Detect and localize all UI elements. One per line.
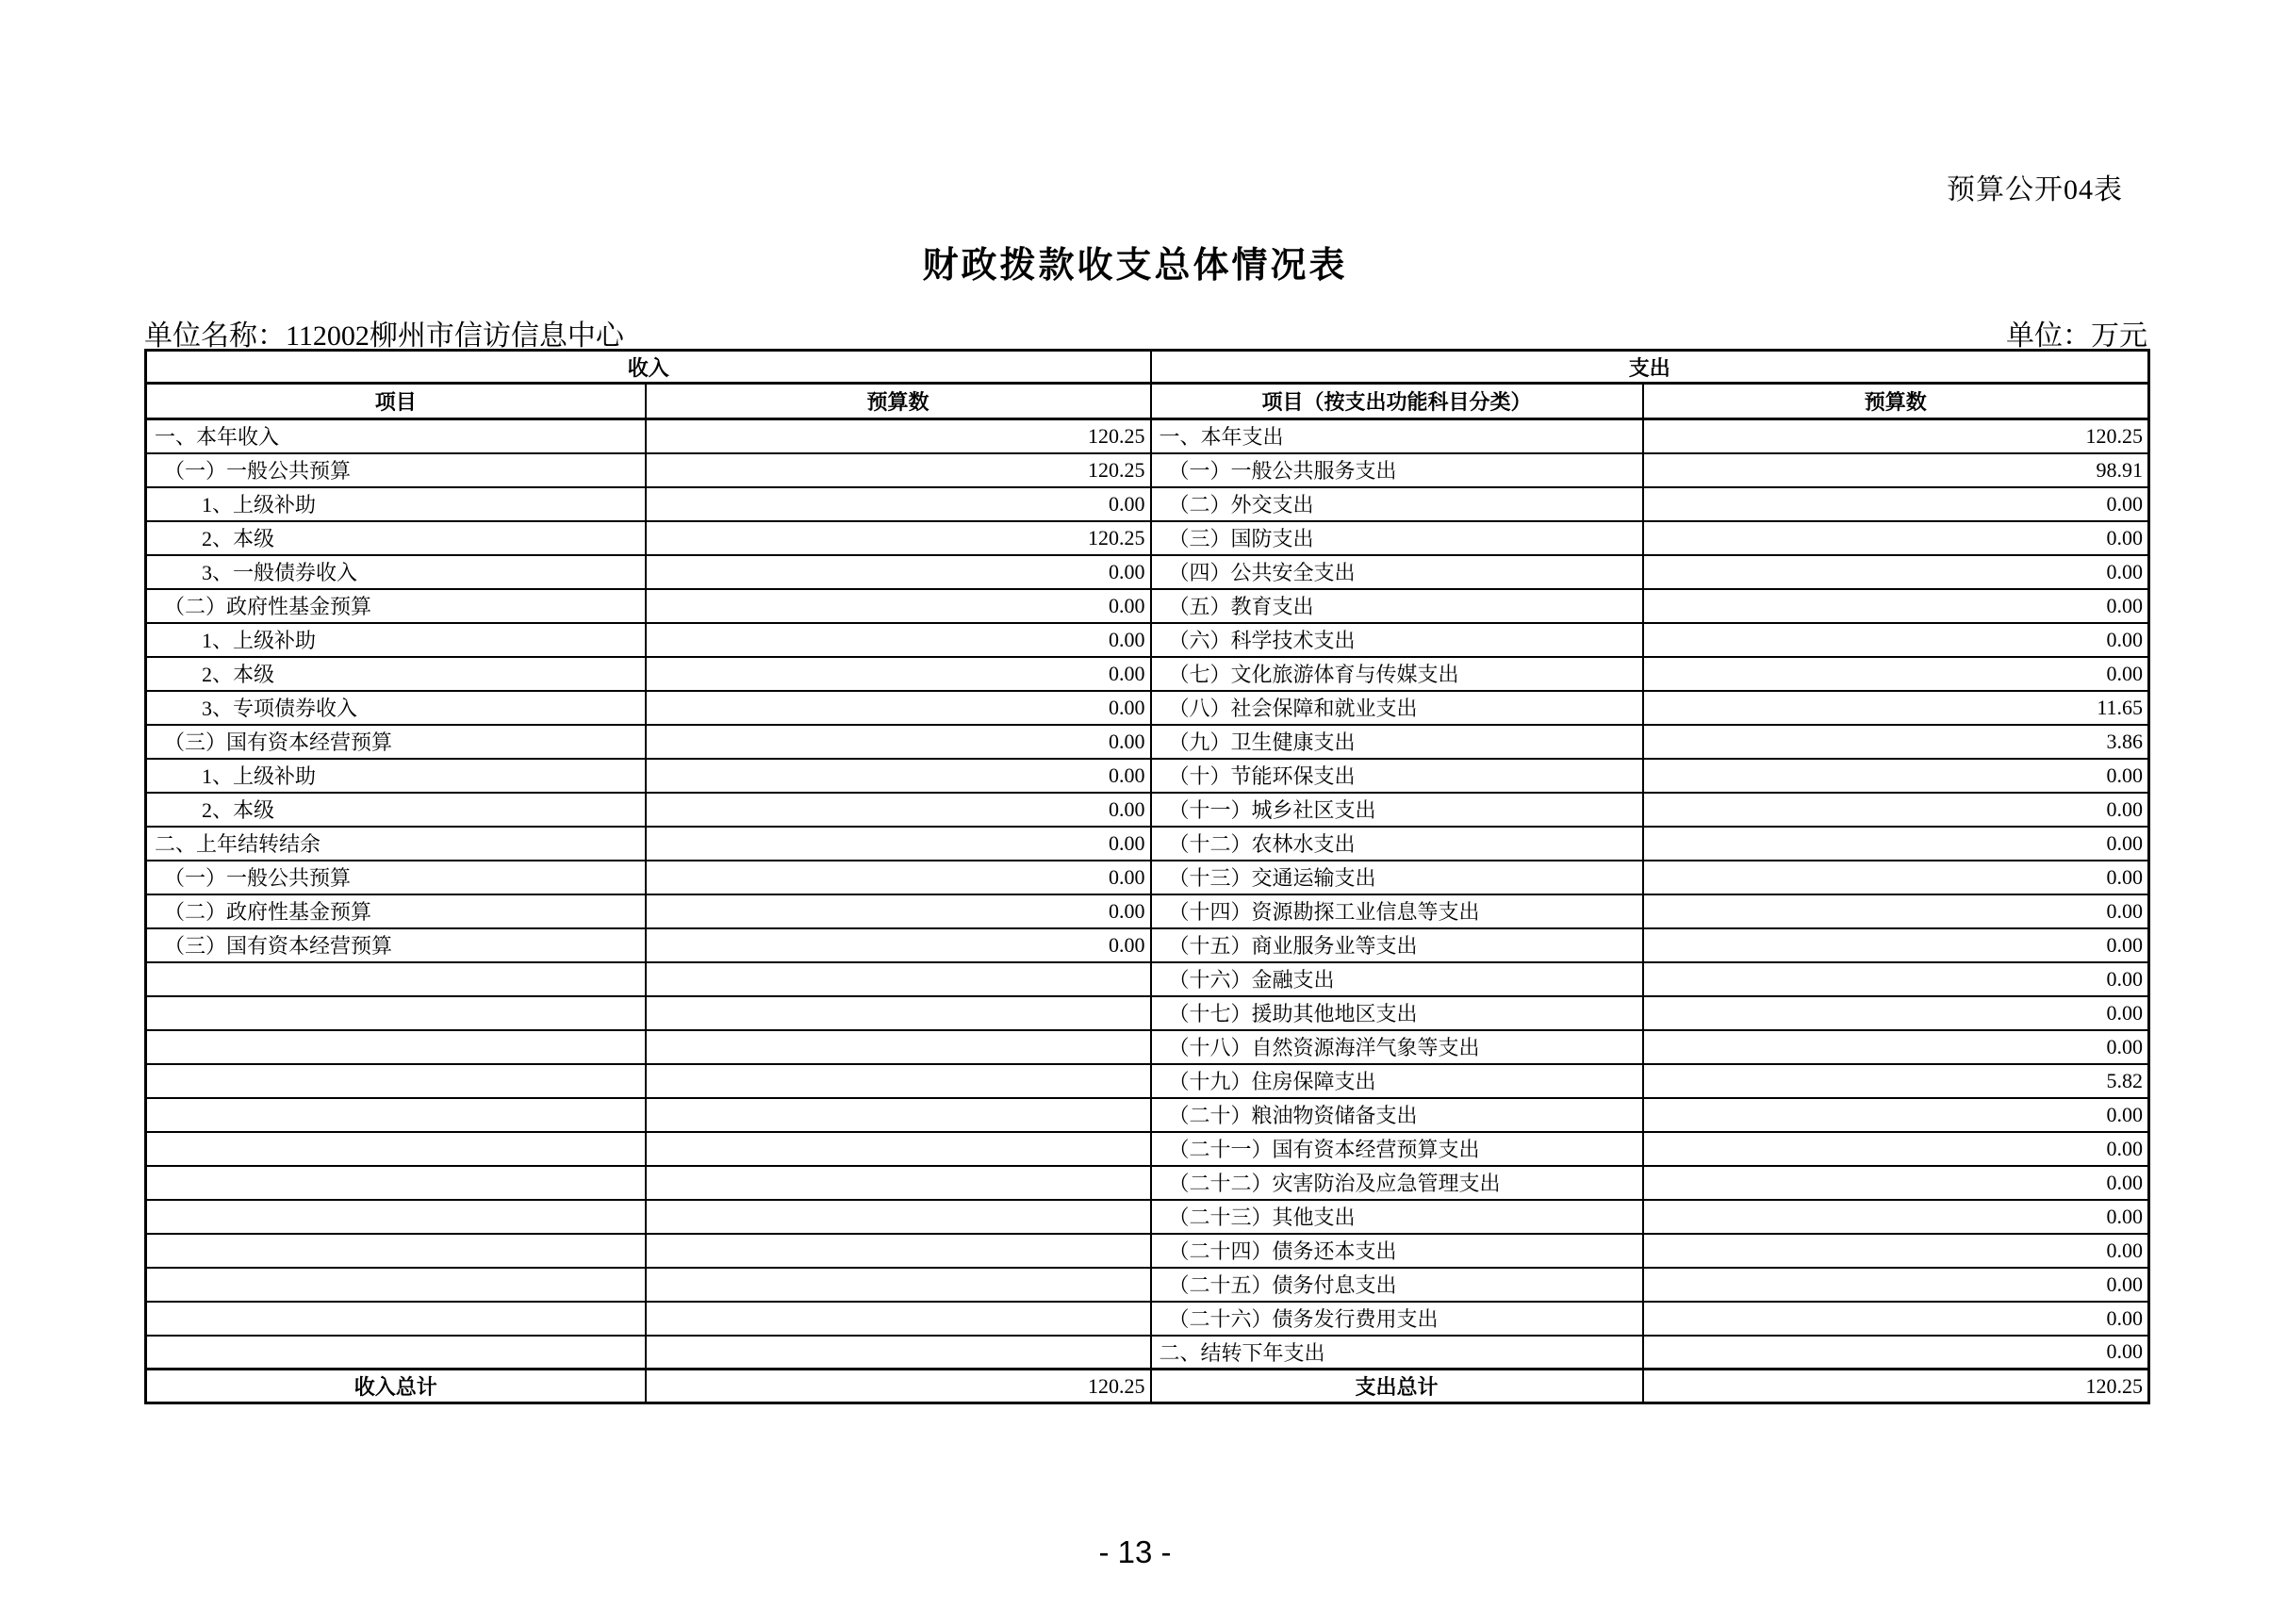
revenue-budget-cell: 0.00	[646, 487, 1151, 521]
revenue-budget-cell	[646, 1098, 1151, 1132]
table-row	[146, 1234, 2149, 1268]
table-row	[146, 453, 2149, 487]
revenue-budget-cell: 120.25	[646, 453, 1151, 487]
expenditure-item-cell: （二十六）债务发行费用支出	[1151, 1302, 1643, 1336]
table-row	[146, 962, 2149, 996]
revenue-item-cell: 1、上级补助	[146, 623, 646, 657]
expenditure-budget-cell: 120.25	[1643, 419, 2149, 453]
expenditure-item-cell: （六）科学技术支出	[1151, 623, 1643, 657]
table-row	[146, 1200, 2149, 1234]
table-row	[146, 827, 2149, 861]
expenditure-item-cell: （二十三）其他支出	[1151, 1200, 1643, 1234]
table-row	[146, 996, 2149, 1030]
revenue-budget-cell: 0.00	[646, 928, 1151, 962]
expenditure-budget-cell: 0.00	[1643, 1200, 2149, 1234]
table-row	[146, 928, 2149, 962]
revenue-budget-cell: 0.00	[646, 589, 1151, 623]
revenue-budget-cell	[646, 1302, 1151, 1336]
expenditure-total-value: 120.25	[1643, 1370, 2149, 1403]
expenditure-budget-cell: 0.00	[1643, 1302, 2149, 1336]
revenue-total-label: 收入总计	[146, 1370, 646, 1403]
expenditure-item-cell: （四）公共安全支出	[1151, 555, 1643, 589]
table-header	[146, 351, 2149, 419]
revenue-budget-cell	[646, 1336, 1151, 1370]
unit-name-label: 单位名称：112002柳州市信访信息中心	[144, 320, 624, 352]
table-body	[146, 419, 2149, 1370]
revenue-budget-cell: 0.00	[646, 793, 1151, 827]
revenue-item-cell: （二）政府性基金预算	[146, 589, 646, 623]
revenue-item-cell	[146, 1200, 646, 1234]
revenue-item-cell: （三）国有资本经营预算	[146, 928, 646, 962]
revenue-budget-cell	[646, 1200, 1151, 1234]
col-header-expenditure-item: 项目（按支出功能科目分类）	[1151, 384, 1643, 419]
expenditure-item-cell: （八）社会保障和就业支出	[1151, 691, 1643, 725]
table-row	[146, 1302, 2149, 1336]
expenditure-item-cell: （十八）自然资源海洋气象等支出	[1151, 1030, 1643, 1064]
expenditure-budget-cell: 0.00	[1643, 1234, 2149, 1268]
expenditure-budget-cell: 0.00	[1643, 759, 2149, 793]
expenditure-total-label: 支出总计	[1151, 1370, 1643, 1403]
expenditure-budget-cell: 0.00	[1643, 1166, 2149, 1200]
expenditure-budget-cell: 0.00	[1643, 521, 2149, 555]
expenditure-item-cell: （二十二）灾害防治及应急管理支出	[1151, 1166, 1643, 1200]
expenditure-budget-cell: 98.91	[1643, 453, 2149, 487]
expenditure-budget-cell: 0.00	[1643, 827, 2149, 861]
table-row	[146, 1098, 2149, 1132]
revenue-budget-cell: 120.25	[646, 419, 1151, 453]
expenditure-budget-cell: 0.00	[1643, 793, 2149, 827]
revenue-budget-cell	[646, 996, 1151, 1030]
revenue-item-cell	[146, 1098, 646, 1132]
table-row	[146, 894, 2149, 928]
revenue-budget-cell: 0.00	[646, 759, 1151, 793]
revenue-item-cell	[146, 1064, 646, 1098]
page-number: - 13 -	[1098, 1534, 1172, 1569]
table-section-header-row	[146, 351, 2149, 384]
table-row	[146, 589, 2149, 623]
revenue-item-cell: （一）一般公共预算	[146, 453, 646, 487]
revenue-item-cell	[146, 1166, 646, 1200]
table-row	[146, 759, 2149, 793]
revenue-budget-cell	[646, 1268, 1151, 1302]
expenditure-item-cell: （十六）金融支出	[1151, 962, 1643, 996]
expenditure-budget-cell: 0.00	[1643, 861, 2149, 894]
revenue-item-cell	[146, 1030, 646, 1064]
expenditure-budget-cell: 3.86	[1643, 725, 2149, 759]
expenditure-item-cell: （十）节能环保支出	[1151, 759, 1643, 793]
revenue-budget-cell: 0.00	[646, 725, 1151, 759]
expenditure-budget-cell: 0.00	[1643, 657, 2149, 691]
unit-of-measure-label: 单位：万元	[2006, 320, 2147, 352]
revenue-budget-cell: 0.00	[646, 861, 1151, 894]
expenditure-budget-cell: 0.00	[1643, 555, 2149, 589]
expenditure-budget-cell: 11.65	[1643, 691, 2149, 725]
table-row	[146, 1132, 2149, 1166]
expenditure-budget-cell: 0.00	[1643, 1132, 2149, 1166]
revenue-budget-cell: 0.00	[646, 894, 1151, 928]
expenditure-budget-cell: 0.00	[1643, 996, 2149, 1030]
table-row	[146, 691, 2149, 725]
table-row	[146, 521, 2149, 555]
table-row	[146, 1030, 2149, 1064]
table-column-header-row	[146, 384, 2149, 419]
expenditure-budget-cell: 0.00	[1643, 928, 2149, 962]
expenditure-item-cell: （十二）农林水支出	[1151, 827, 1643, 861]
revenue-budget-cell	[646, 1234, 1151, 1268]
revenue-item-cell	[146, 1336, 646, 1370]
expenditure-item-cell: 一、本年支出	[1151, 419, 1643, 453]
table-row	[146, 419, 2149, 453]
revenue-budget-cell: 0.00	[646, 827, 1151, 861]
col-header-revenue-item: 项目	[146, 384, 646, 419]
revenue-budget-cell: 0.00	[646, 623, 1151, 657]
expenditure-item-cell: （十三）交通运输支出	[1151, 861, 1643, 894]
expenditure-item-cell: （二十一）国有资本经营预算支出	[1151, 1132, 1643, 1166]
expenditure-budget-cell: 0.00	[1643, 1098, 2149, 1132]
table-footer	[146, 1370, 2149, 1403]
revenue-item-cell: 一、本年收入	[146, 419, 646, 453]
expenditure-budget-cell: 0.00	[1643, 1268, 2149, 1302]
expenditure-item-cell: （三）国防支出	[1151, 521, 1643, 555]
revenue-budget-cell	[646, 1064, 1151, 1098]
budget-table	[144, 349, 2150, 1404]
table-row	[146, 657, 2149, 691]
table-row	[146, 1064, 2149, 1098]
table-row	[146, 861, 2149, 894]
unit-info-row	[144, 312, 2147, 353]
expenditure-item-cell: （二十四）债务还本支出	[1151, 1234, 1643, 1268]
expenditure-budget-cell: 0.00	[1643, 623, 2149, 657]
revenue-item-cell: 2、本级	[146, 657, 646, 691]
expenditure-item-cell: （二）外交支出	[1151, 487, 1643, 521]
revenue-item-cell	[146, 996, 646, 1030]
expenditure-item-cell: （一）一般公共服务支出	[1151, 453, 1643, 487]
expenditure-budget-cell: 5.82	[1643, 1064, 2149, 1098]
revenue-item-cell: （三）国有资本经营预算	[146, 725, 646, 759]
revenue-item-cell	[146, 962, 646, 996]
table-row	[146, 1336, 2149, 1370]
revenue-budget-cell: 120.25	[646, 521, 1151, 555]
expenditure-item-cell: （十四）资源勘探工业信息等支出	[1151, 894, 1643, 928]
revenue-item-cell: （一）一般公共预算	[146, 861, 646, 894]
expenditure-item-cell: （二十五）债务付息支出	[1151, 1268, 1643, 1302]
expenditure-item-cell: （十七）援助其他地区支出	[1151, 996, 1643, 1030]
table-row	[146, 1268, 2149, 1302]
expenditure-budget-cell: 0.00	[1643, 894, 2149, 928]
revenue-item-cell	[146, 1132, 646, 1166]
revenue-item-cell: 二、上年结转结余	[146, 827, 646, 861]
revenue-item-cell: 1、上级补助	[146, 759, 646, 793]
revenue-item-cell	[146, 1268, 646, 1302]
col-header-revenue-budget: 预算数	[646, 384, 1151, 419]
col-header-expenditure-budget: 预算数	[1643, 384, 2149, 419]
revenue-budget-cell	[646, 1132, 1151, 1166]
expenditure-section-header: 支出	[1151, 351, 2149, 384]
expenditure-budget-cell: 0.00	[1643, 487, 2149, 521]
expenditure-item-cell: （十一）城乡社区支出	[1151, 793, 1643, 827]
revenue-budget-cell	[646, 962, 1151, 996]
revenue-section-header: 收入	[146, 351, 1151, 384]
table-row	[146, 487, 2149, 521]
revenue-budget-cell: 0.00	[646, 555, 1151, 589]
table-row	[146, 793, 2149, 827]
table-row	[146, 1166, 2149, 1200]
page-title: 财政拨款收支总体情况表	[922, 246, 1348, 286]
expenditure-item-cell: （二十）粮油物资储备支出	[1151, 1098, 1643, 1132]
revenue-item-cell: 3、专项债券收入	[146, 691, 646, 725]
expenditure-budget-cell: 0.00	[1643, 589, 2149, 623]
expenditure-item-cell: （五）教育支出	[1151, 589, 1643, 623]
expenditure-item-cell: 二、结转下年支出	[1151, 1336, 1643, 1370]
revenue-item-cell: （二）政府性基金预算	[146, 894, 646, 928]
revenue-item-cell: 3、一般债券收入	[146, 555, 646, 589]
revenue-budget-cell	[646, 1030, 1151, 1064]
expenditure-budget-cell: 0.00	[1643, 1030, 2149, 1064]
expenditure-item-cell: （九）卫生健康支出	[1151, 725, 1643, 759]
revenue-budget-cell: 0.00	[646, 657, 1151, 691]
revenue-budget-cell: 0.00	[646, 691, 1151, 725]
revenue-item-cell: 1、上级补助	[146, 487, 646, 521]
expenditure-budget-cell: 0.00	[1643, 962, 2149, 996]
revenue-item-cell: 2、本级	[146, 793, 646, 827]
revenue-item-cell	[146, 1302, 646, 1336]
expenditure-item-cell: （十五）商业服务业等支出	[1151, 928, 1643, 962]
expenditure-item-cell: （十九）住房保障支出	[1151, 1064, 1643, 1098]
revenue-budget-cell	[646, 1166, 1151, 1200]
revenue-total-value: 120.25	[646, 1370, 1151, 1403]
expenditure-item-cell: （七）文化旅游体育与传媒支出	[1151, 657, 1643, 691]
revenue-item-cell	[146, 1234, 646, 1268]
revenue-item-cell: 2、本级	[146, 521, 646, 555]
form-number-label: 预算公开04表	[1947, 174, 2123, 205]
expenditure-budget-cell: 0.00	[1643, 1336, 2149, 1370]
table-row	[146, 725, 2149, 759]
table-row	[146, 623, 2149, 657]
table-row	[146, 555, 2149, 589]
total-row	[146, 1370, 2149, 1403]
